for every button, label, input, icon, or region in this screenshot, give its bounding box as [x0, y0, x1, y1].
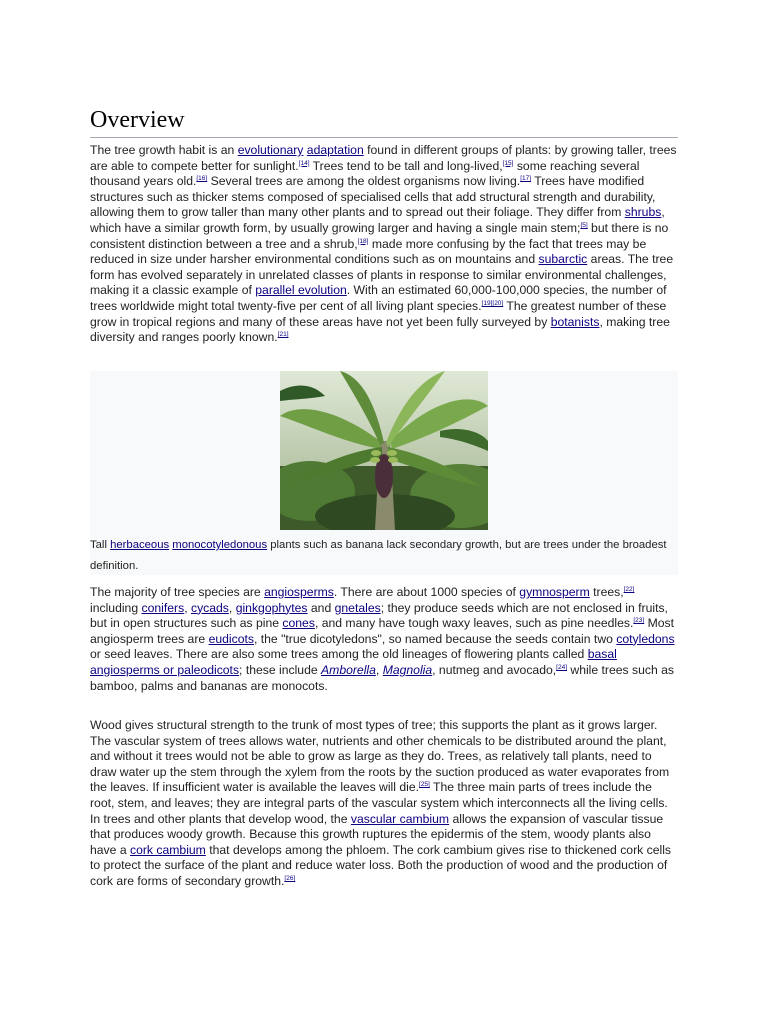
- body-text: trees,: [589, 585, 624, 599]
- wiki-link[interactable]: herbaceous: [110, 539, 170, 551]
- body-text: , which have a similar growth form, by usually growing larger and having a single main stem;: [90, 205, 665, 235]
- citation-ref[interactable]: [26]: [284, 874, 296, 882]
- body-text: The three main parts of trees include the root, stem, and leaves; they are integral parts of the vascular system which interconnects all the living cells. In trees and other plants that develop wood, the: [90, 780, 668, 826]
- body-text: plants such as banana lack secondary growth, but are trees under the broadest definition.: [90, 539, 667, 572]
- body-text: made more confusing by the fact that trees may be reduced in size under harsher environmental conditions such as on mountains and: [90, 236, 647, 267]
- body-text: Trees have modified structures such as thicker stems composed of specialised cells that add structural strength and durability, allowing them to grow taller than many other plants and to spread out their foliage. They differ from: [90, 174, 656, 220]
- body-text: , the "true dicotyledons", so named because the seeds contain two: [253, 631, 617, 646]
- body-text: including: [90, 600, 142, 615]
- citation-ref[interactable]: [18]: [357, 237, 369, 245]
- wiki-link[interactable]: adaptation: [306, 143, 364, 157]
- body-text: while trees such as bamboo, palms and bananas are monocots.: [90, 662, 675, 693]
- citation-ref[interactable]: [21]: [277, 331, 289, 339]
- body-text: Tall: [90, 539, 111, 551]
- body-text: , and many have tough waxy leaves, such as pine needles.: [314, 616, 634, 631]
- body-text: , nutmeg and avocado,: [432, 662, 557, 677]
- citation-ref[interactable]: [16]: [196, 175, 208, 183]
- body-text: The tree growth habit is an: [90, 143, 238, 157]
- wiki-link[interactable]: basal angiosperms or paleodicots: [90, 647, 617, 677]
- body-text: Wood gives structural strength to the trunk of most types of tree; this supports the plant as it grows larger. The vascular system of trees allows water, nutrients and other chemicals to be distributed around the plant, and without it trees would not be able to grow as large as they do. Trees, as relatively tall plants, need to draw water up the stem through the xylem from the roots by the suction produced as water evaporates from the leaves. If insufficient water is available the leaves will die.: [90, 718, 670, 795]
- banana-plant-image[interactable]: [280, 371, 488, 530]
- paragraph-wood: [90, 718, 678, 890]
- wiki-link[interactable]: gnetales: [334, 600, 381, 615]
- citation-ref[interactable]: [15]: [502, 159, 514, 167]
- citation-ref[interactable]: [5]: [580, 221, 588, 229]
- citation-ref[interactable]: [24]: [556, 663, 567, 671]
- wiki-link[interactable]: cycads: [190, 600, 229, 615]
- wiki-link[interactable]: angiosperms: [264, 585, 334, 599]
- wiki-link[interactable]: parallel evolution: [255, 283, 347, 298]
- body-text: ,: [184, 600, 191, 615]
- wiki-link[interactable]: cones: [282, 616, 315, 631]
- citation-ref[interactable]: [25]: [419, 781, 430, 789]
- wiki-link[interactable]: Magnolia: [382, 662, 433, 677]
- wiki-link[interactable]: ginkgophytes: [235, 600, 308, 615]
- wiki-link[interactable]: evolutionary: [237, 143, 304, 157]
- body-text: some reaching several thousand years old.: [90, 158, 640, 189]
- body-text: Trees tend to be tall and long-lived,: [309, 158, 503, 173]
- body-text: found in different groups of plants: by growing taller, trees are able to compete better for sunlight.: [90, 143, 677, 173]
- wiki-link[interactable]: conifers: [141, 600, 185, 615]
- paragraph-species: [90, 585, 678, 694]
- body-text: The majority of tree species are: [90, 585, 265, 599]
- body-text: , making tree diversity and ranges poorly known.: [90, 314, 670, 345]
- body-text: Several trees are among the oldest organisms now living.: [207, 174, 521, 189]
- citation-ref[interactable]: [19][20]: [481, 299, 504, 307]
- body-text: but there is no consistent distinction between a tree and a shrub,: [90, 220, 669, 251]
- wiki-link[interactable]: Amborella: [321, 662, 376, 677]
- section-heading: Overview: [90, 106, 678, 138]
- wiki-link[interactable]: vascular cambium: [350, 811, 450, 826]
- wiki-link[interactable]: cork cambium: [129, 842, 206, 857]
- body-text: areas. The tree form has evolved separately in unrelated classes of plants in response to similar environmental challenges, making it a classic example of: [90, 252, 674, 298]
- citation-ref[interactable]: [14]: [298, 159, 310, 167]
- paragraph-overview: [90, 143, 678, 346]
- body-text: . With an estimated 60,000-100,000 species, the number of trees worldwide might total twenty-five per cent of all living plant species.: [90, 283, 667, 313]
- figure-caption: [90, 535, 678, 577]
- body-text: . There are about 1000 species of: [333, 585, 520, 599]
- body-text: ,: [375, 662, 383, 677]
- citation-ref[interactable]: [17]: [520, 175, 532, 183]
- citation-ref[interactable]: [23]: [633, 617, 645, 625]
- body-text: The greatest number of these grow in tropical regions and many of these areas have not yet been fully surveyed by: [90, 298, 667, 329]
- body-text: and: [307, 600, 335, 615]
- wiki-link[interactable]: eudicots: [208, 631, 254, 646]
- wiki-link[interactable]: subarctic: [538, 252, 588, 267]
- citation-ref[interactable]: [22]: [623, 585, 635, 593]
- body-text: that develops among the phloem. The cork cambium gives rise to thickened cork cells to protect the surface of the plant and reduce water loss. Both the production of wood and the production of cork are forms of secondary growth.: [90, 842, 672, 888]
- figure-thumbnail: [90, 371, 678, 575]
- wiki-link[interactable]: botanists: [550, 314, 600, 329]
- body-text: Most angiosperm trees are: [90, 616, 675, 646]
- wiki-link[interactable]: gymnosperm: [519, 585, 590, 599]
- body-text: ; they produce seeds which are not enclosed in fruits, but in open structures such as pine: [90, 600, 668, 631]
- wiki-link[interactable]: monocotyledonous: [172, 539, 268, 551]
- body-text: ; these include: [239, 662, 322, 677]
- wiki-link[interactable]: shrubs: [624, 205, 662, 220]
- body-text: allows the expansion of vascular tissue that produces woody growth. Because this growth ruptures the epidermis of the stem, woody plants also have a: [90, 811, 664, 857]
- body-text: ,: [228, 600, 236, 615]
- wiki-link[interactable]: cotyledons: [616, 631, 675, 646]
- body-text: or seed leaves. There are also some trees among the old lineages of flowering plants called: [90, 647, 588, 662]
